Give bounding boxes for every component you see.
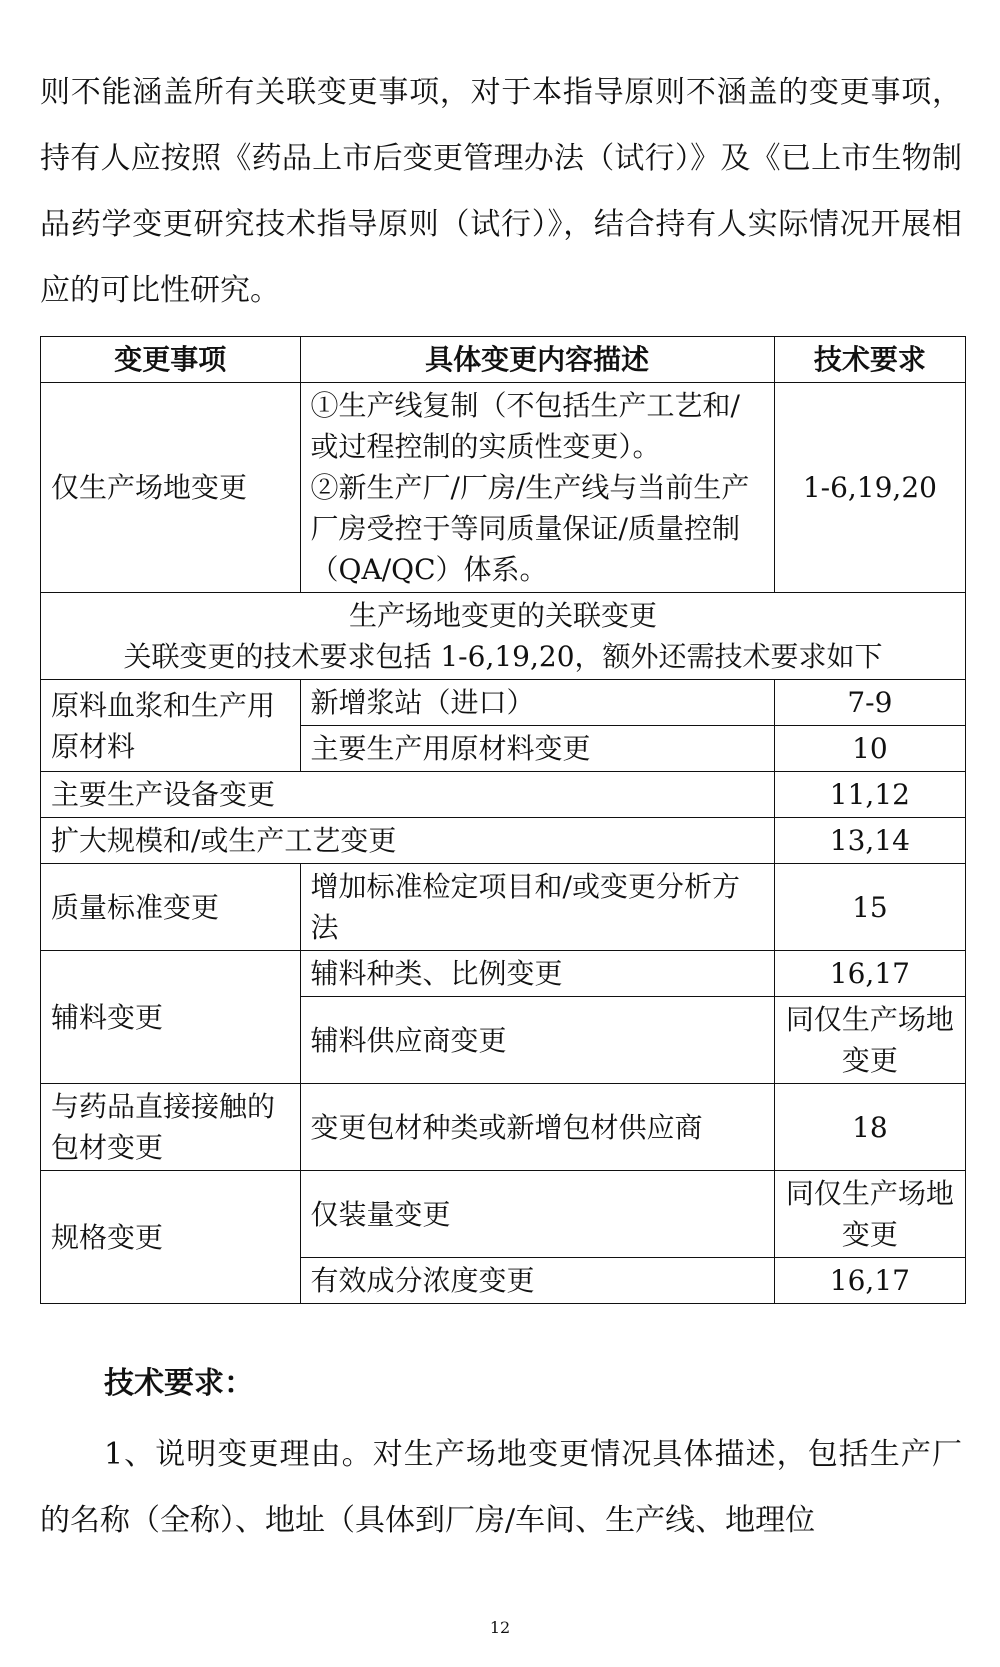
site-change-desc-2: ②新生产厂/厂房/生产线与当前生产厂房受控于等同质量保证/质量控制（QA/QC）体系。 — [310, 471, 750, 586]
quality-description: 增加标准检定项目和/或变更分析方法 — [300, 864, 774, 951]
quality-requirement: 15 — [774, 864, 965, 951]
table-row — [41, 383, 966, 593]
site-change-item: 仅生产场地变更 — [41, 383, 301, 593]
raw-row-2-requirement: 10 — [774, 726, 965, 772]
spec-row-2-requirement: 16,17 — [774, 1258, 965, 1304]
raw-material-item: 原料血浆和生产用原材料 — [41, 680, 301, 772]
excipient-row-1-description: 辅料种类、比例变更 — [300, 951, 774, 997]
requirement-1-paragraph: 1、说明变更理由。对生产场地变更情况具体描述，包括生产厂的名称（全称）、地址（具体到厂房/车间、生产线、地理位 — [40, 1437, 962, 1538]
raw-row-1-description: 新增浆站（进口） — [300, 680, 774, 726]
table-row — [41, 1171, 966, 1258]
related-changes-title-row — [41, 593, 966, 680]
scale-item: 扩大规模和/或生产工艺变更 — [41, 818, 775, 864]
quality-item: 质量标准变更 — [41, 864, 301, 951]
packaging-item: 与药品直接接触的包材变更 — [41, 1084, 301, 1171]
table-row — [41, 772, 966, 818]
table-row — [41, 680, 966, 726]
table-row — [41, 864, 966, 951]
scale-requirement: 13,14 — [774, 818, 965, 864]
raw-row-1-requirement: 7-9 — [774, 680, 965, 726]
spec-row-1-requirement: 同仅生产场地变更 — [774, 1171, 965, 1258]
excipient-row-1-requirement: 16,17 — [774, 951, 965, 997]
header-change-item: 变更事项 — [41, 337, 301, 383]
raw-row-2-description: 主要生产用原材料变更 — [300, 726, 774, 772]
site-change-desc-1: ①生产线复制（不包括生产工艺和/或过程控制的实质性变更）。 — [310, 389, 740, 463]
spec-item: 规格变更 — [41, 1171, 301, 1304]
spec-row-2-description: 有效成分浓度变更 — [300, 1258, 774, 1304]
spec-row-1-description: 仅装量变更 — [300, 1171, 774, 1258]
related-changes-title-cell — [41, 593, 966, 680]
change-requirements-table — [40, 336, 966, 1304]
page-number: 12 — [489, 1618, 511, 1637]
site-change-description — [300, 383, 774, 593]
site-change-requirement: 1-6,19,20 — [774, 383, 965, 593]
tech-requirements-heading: 技术要求： — [104, 1366, 254, 1401]
table-row — [41, 1084, 966, 1171]
table-row — [41, 818, 966, 864]
packaging-requirement: 18 — [774, 1084, 965, 1171]
related-changes-title: 生产场地变更的关联变更 — [348, 599, 657, 632]
table-header-row — [41, 337, 966, 383]
packaging-description: 变更包材种类或新增包材供应商 — [300, 1084, 774, 1171]
related-changes-subtitle: 关联变更的技术要求包括 1-6,19,20，额外还需技术要求如下 — [123, 640, 883, 673]
header-tech-requirements: 技术要求 — [774, 337, 965, 383]
equipment-item: 主要生产设备变更 — [41, 772, 775, 818]
header-change-description: 具体变更内容描述 — [300, 337, 774, 383]
excipient-row-2-description: 辅料供应商变更 — [300, 997, 774, 1084]
table-row — [41, 951, 966, 997]
excipient-item: 辅料变更 — [41, 951, 301, 1084]
intro-paragraph: 则不能涵盖所有关联变更事项，对于本指导原则不涵盖的变更事项，持有人应按照《药品上市后变更管理办法（试行）》及《已上市生物制品药学变更研究技术指导原则（试行）》，结合持有人实际情况开展相应的可比性研究。 — [40, 75, 962, 308]
excipient-row-2-requirement: 同仅生产场地变更 — [774, 997, 965, 1084]
equipment-requirement: 11,12 — [774, 772, 965, 818]
